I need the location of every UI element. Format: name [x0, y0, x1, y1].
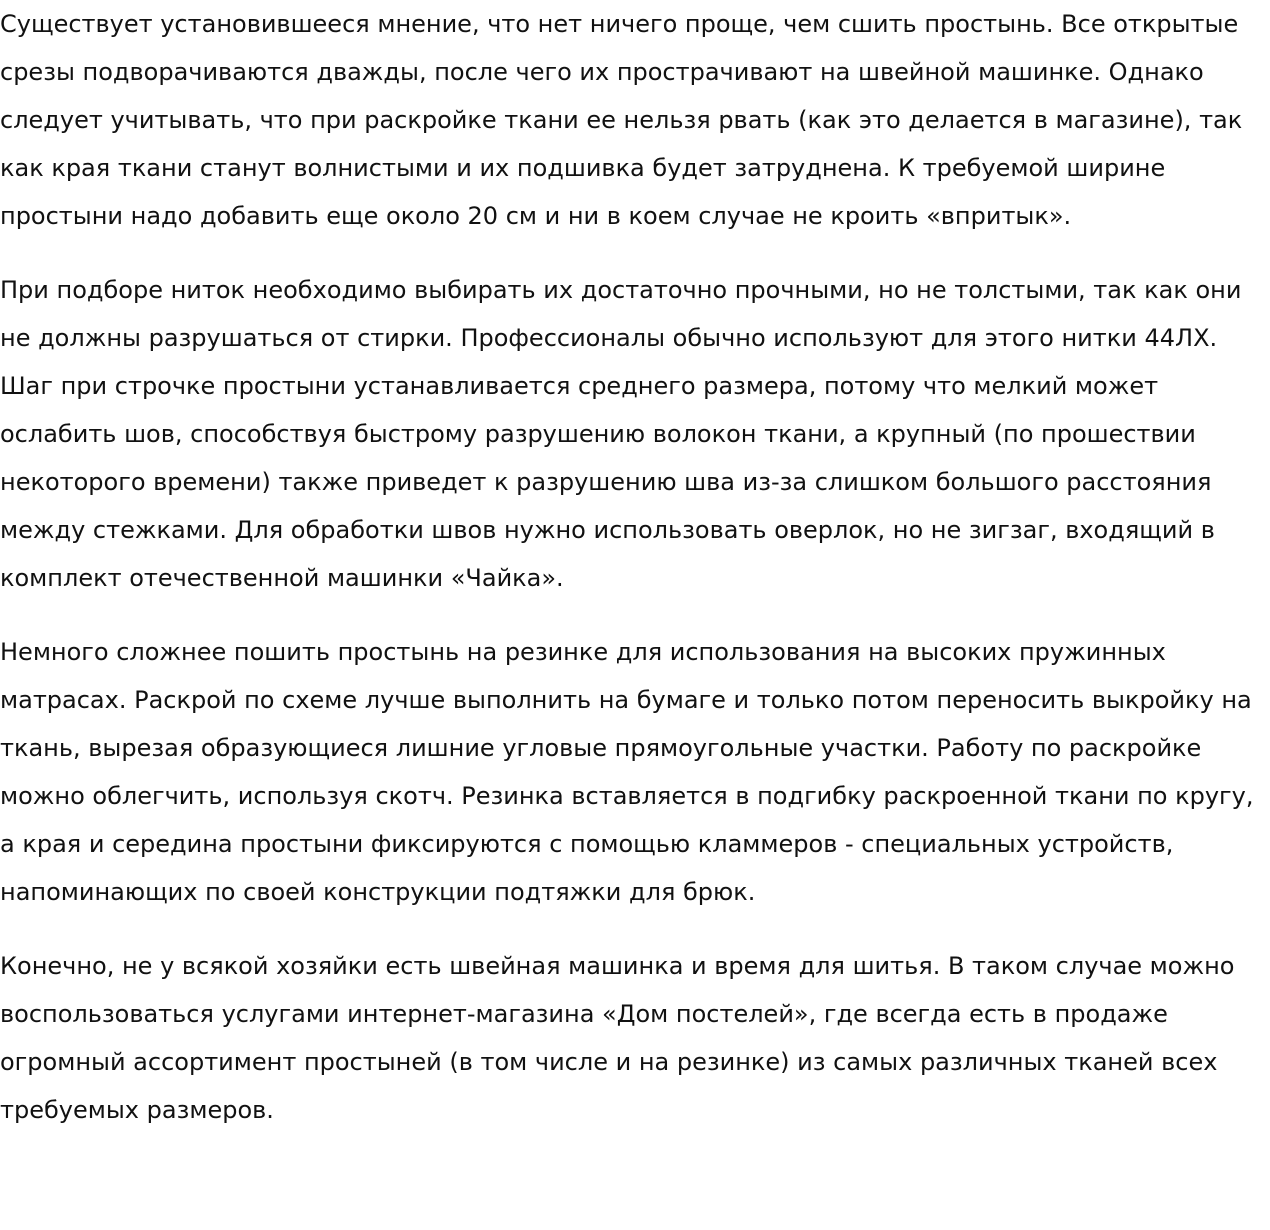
paragraph-sewing-basics: Существует установившееся мнение, что нет ничего проще, чем сшить простынь. Все открытые срезы подворачиваются дважды, после чего их прострачивают на швейной машинке. Однако следует учитывать, что при раскройке ткани ее нельзя рвать (как это делается в магазине), так как края ткани станут волнистыми и их подшивка будет затруднена. К требуемой ширине простыни надо добавить еще около 20 см и ни в коем случае не кроить «впритык».: [0, 10, 1243, 230]
paragraph-thread-selection: При подборе ниток необходимо выбирать их достаточно прочными, но не толстыми, так как они не должны разрушаться от стирки. Профессионалы обычно используют для этого нитки 44ЛХ. Шаг при строчке простыни устанавливается среднего размера, потому что мелкий может ослабить шов, способствуя быстрому разрушению волокон ткани, а крупный (по прошествии некоторого времени) также приведет к разрушению шва из-за слишком большого расстояния между стежками. Для обработки швов нужно использовать оверлок, но не зигзаг, входящий в комплект отечественной машинки «Чайка».: [0, 276, 1242, 592]
paragraph-online-store: Конечно, не у всякой хозяйки есть швейная машинка и время для шитья. В таком случае можно воспользоваться услугами интернет-магазина «Дом постелей», где всегда есть в продаже огромный ассортимент простыней (в том числе и на резинке) из самых различных тканей всех требуемых размеров.: [0, 952, 1235, 1124]
paragraph-fitted-sheet: Немного сложнее пошить простынь на резинке для использования на высоких пружинных матрасах. Раскрой по схеме лучше выполнить на бумаге и только потом переносить выкройку на ткань, вырезая образующиеся лишние угловые прямоугольные участки. Работу по раскройке можно облегчить, используя скотч. Резинка вставляется в подгибку раскроенной ткани по кругу, а края и середина простыни фиксируются с помощью кламмеров - специальных устройств, напоминающих по своей конструкции подтяжки для брюк.: [0, 638, 1254, 906]
